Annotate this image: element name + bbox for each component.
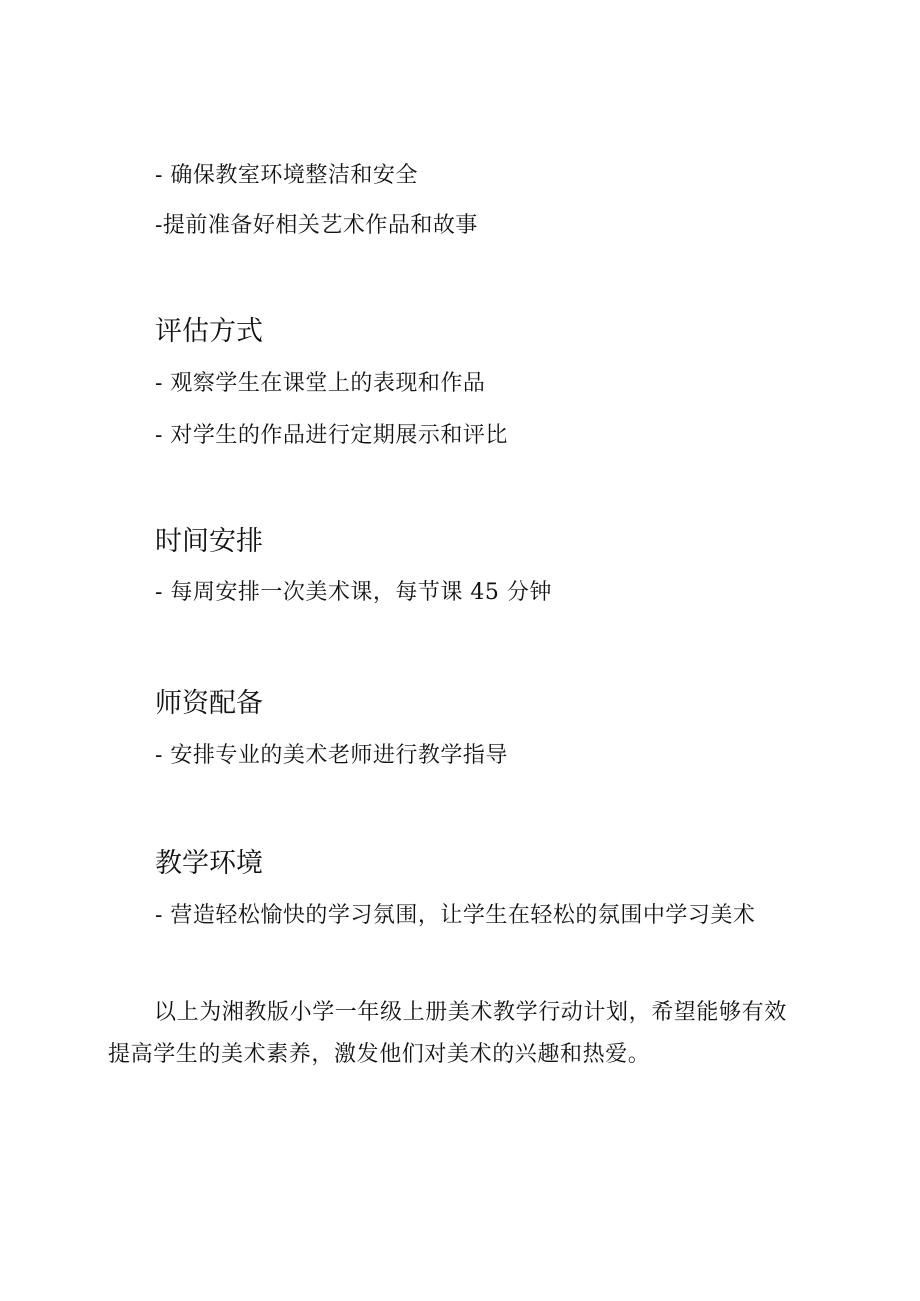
section-heading-environment: 教学环境 — [155, 848, 263, 879]
list-item: - 观察学生在课堂上的表现和作品 — [155, 371, 486, 396]
list-item: - 每周安排一次美术课，每节课 45 分钟 — [155, 580, 552, 605]
list-item: - 对学生的作品进行定期展示和评比 — [155, 423, 508, 448]
section-heading-teachers: 师资配备 — [155, 688, 263, 719]
section-heading-schedule: 时间安排 — [155, 526, 263, 557]
prep-item: - 确保教室环境整洁和安全 — [155, 163, 418, 188]
prep-item: -提前准备好相关艺术作品和故事 — [155, 213, 478, 238]
list-item: - 安排专业的美术老师进行教学指导 — [155, 743, 508, 768]
list-item: - 营造轻松愉快的学习氛围，让学生在轻松的氛围中学习美术 — [155, 903, 756, 928]
closing-paragraph: 以上为湘教版小学一年级上册美术教学行动计划，希望能够有效提高学生的美术素养，激发他们对美术的兴趣和热爱。 — [108, 1000, 787, 1067]
section-heading-evaluation: 评估方式 — [155, 316, 263, 347]
